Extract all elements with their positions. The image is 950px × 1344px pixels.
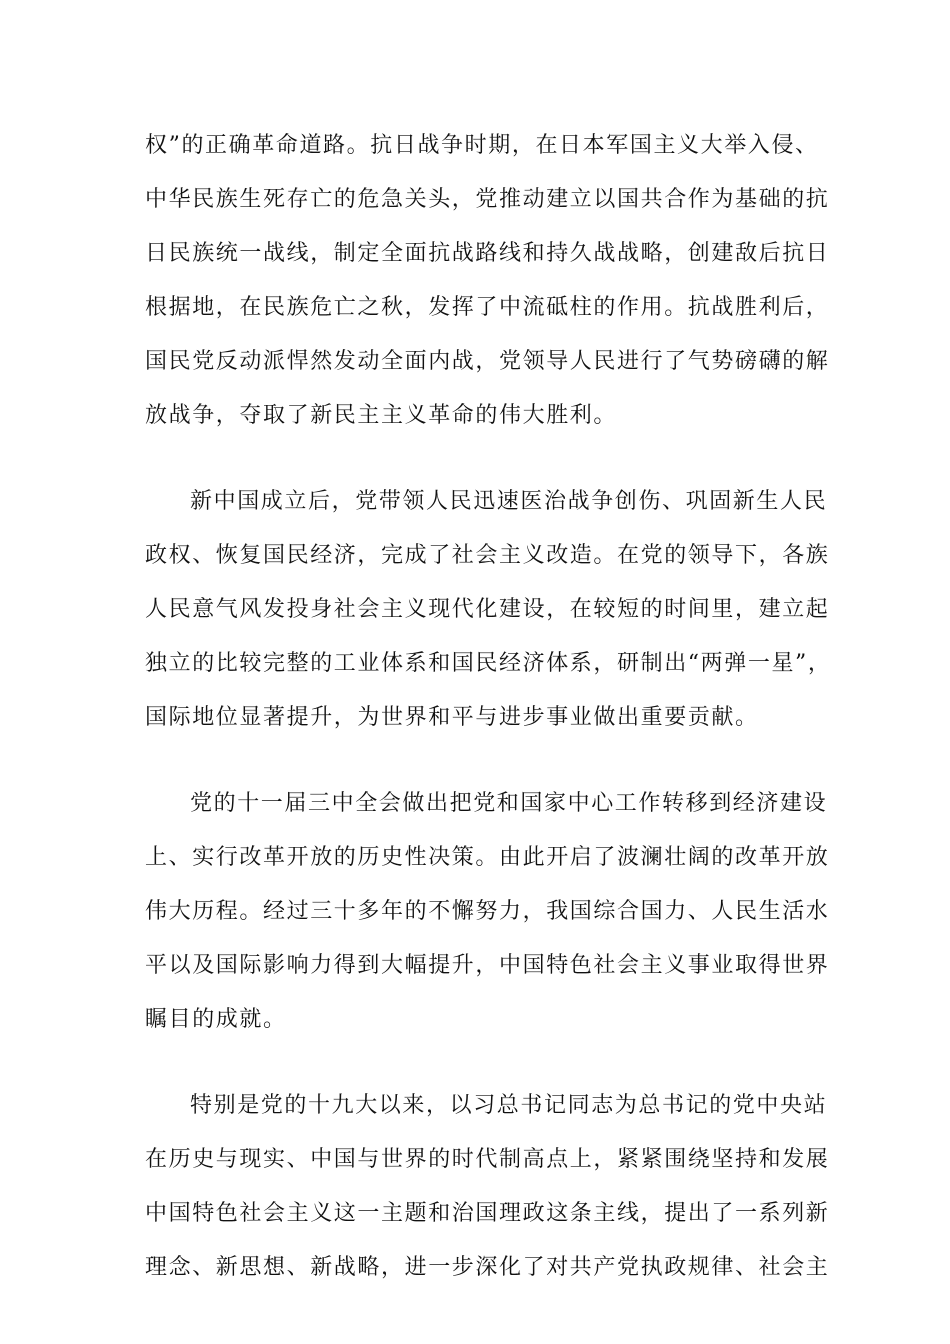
paragraph-spacer xyxy=(145,443,805,475)
paragraph-line: 党的十一届三中全会做出把党和国家中心工作转移到经济建设 xyxy=(190,791,828,816)
paragraph-line: 理念、新思想、新战略，进一步深化了对共产党执政规律、社会主 xyxy=(145,1255,830,1280)
paragraph-4 xyxy=(145,1079,830,1295)
paragraph-line: 日民族统一战线，制定全面抗战路线和持久战战略，创建敌后抗日 xyxy=(145,241,830,266)
paragraph-2 xyxy=(145,475,832,745)
paragraph-line: 独立的比较完整的工业体系和国民经济体系，研制出“两弹一星”， xyxy=(145,651,832,676)
paragraph-line: 国际地位显著提升，为世界和平与进步事业做出重要贡献。 xyxy=(145,705,759,730)
paragraph-line: 中华民族生死存亡的危急关头，党推动建立以国共合作为基础的抗 xyxy=(145,187,830,212)
paragraph-line: 放战争，夺取了新民主主义革命的伟大胜利。 xyxy=(145,403,618,428)
paragraph-spacer xyxy=(145,1047,805,1079)
paragraph-line: 政权、恢复国民经济，完成了社会主义改造。在党的领导下，各族 xyxy=(145,543,830,568)
paragraph-line: 人民意气风发投身社会主义现代化建设，在较短的时间里，建立起 xyxy=(145,597,830,622)
paragraph-line: 权”的正确革命道路。抗日战争时期，在日本军国主义大举入侵、 xyxy=(145,133,819,158)
paragraph-line: 国民党反动派悍然发动全面内战，党领导人民进行了气势磅礴的解 xyxy=(145,349,830,374)
paragraph-line: 根据地，在民族危亡之秋，发挥了中流砥柱的作用。抗战胜利后， xyxy=(145,295,830,320)
paragraph-line: 中国特色社会主义这一主题和治国理政这条主线，提出了一系列新 xyxy=(145,1201,830,1226)
paragraph-line: 新中国成立后，党带领人民迅速医治战争创伤、巩固新生人民 xyxy=(190,489,828,514)
paragraph-line: 在历史与现实、中国与世界的时代制高点上，紧紧围绕坚持和发展 xyxy=(145,1147,830,1172)
document-body xyxy=(145,119,832,1295)
paragraph-1 xyxy=(145,119,830,443)
paragraph-line: 上、实行改革开放的历史性决策。由此开启了波澜壮阔的改革开放 xyxy=(145,845,830,870)
paragraph-3 xyxy=(145,777,830,1047)
paragraph-line: 瞩目的成就。 xyxy=(145,1007,287,1032)
paragraph-line: 特别是党的十九大以来，以习总书记同志为总书记的党中央站 xyxy=(190,1093,828,1118)
paragraph-line: 伟大历程。经过三十多年的不懈努力，我国综合国力、人民生活水 xyxy=(145,899,830,924)
paragraph-line: 平以及国际影响力得到大幅提升，中国特色社会主义事业取得世界 xyxy=(145,953,830,978)
paragraph-spacer xyxy=(145,745,805,777)
